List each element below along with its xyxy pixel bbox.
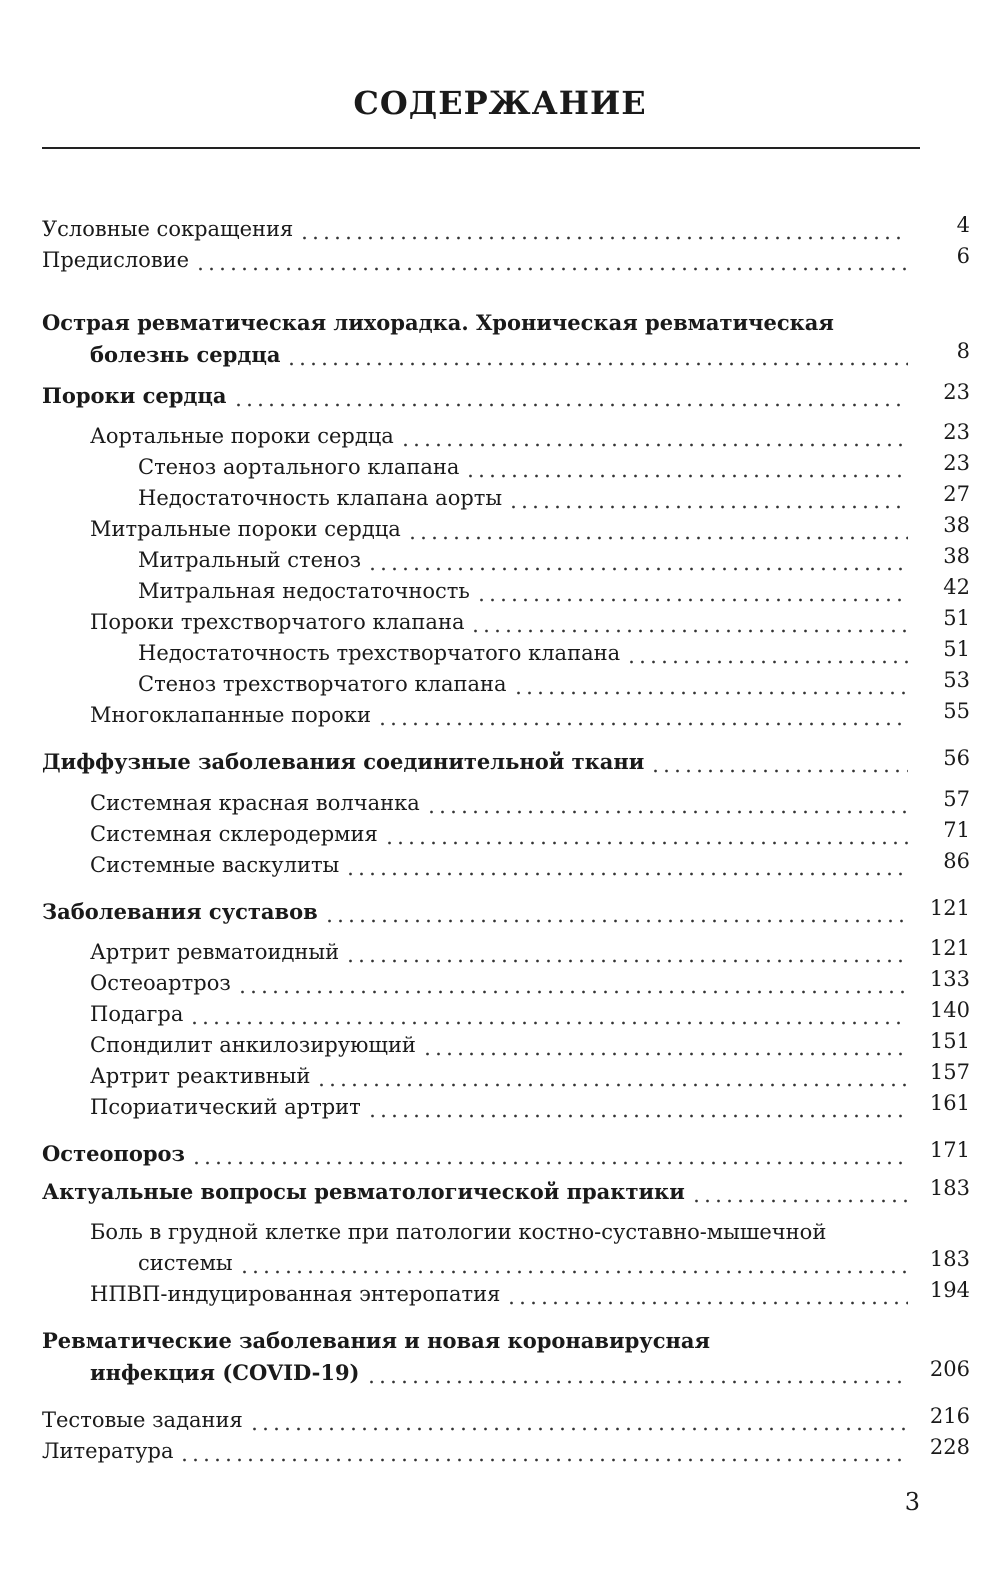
toc-entry	[42, 1029, 970, 1060]
dot-leader	[189, 999, 908, 1029]
dot-leader	[249, 1405, 908, 1435]
toc-entry-title: НПВП-индуцированная энтеропатия	[90, 1282, 501, 1307]
toc-entry-title: Стеноз трехстворчатого клапана	[138, 672, 507, 697]
toc-entry-title: Острая ревматическая лихорадка. Хроническая ревматическая	[42, 310, 834, 335]
toc-entry-title: Тестовые задания	[42, 1408, 243, 1433]
toc-entry-title: Многоклапанные пороки	[90, 703, 371, 728]
toc-entry-title: болезнь сердца	[90, 342, 281, 367]
dot-leader	[237, 968, 908, 998]
dot-leader	[191, 1139, 908, 1169]
toc-entry	[42, 1435, 970, 1466]
dot-leader	[345, 850, 908, 880]
toc-entry	[42, 1217, 920, 1247]
toc-entry	[42, 1091, 970, 1122]
toc-entry	[42, 1404, 970, 1435]
toc-entry	[42, 1175, 970, 1207]
dot-leader	[324, 897, 908, 927]
toc-entry	[42, 895, 970, 927]
toc-entry	[42, 848, 970, 880]
toc-entry-page: 183	[929, 1175, 970, 1200]
dot-leader	[367, 1092, 908, 1122]
toc-entry	[42, 1247, 970, 1278]
toc-entry-page: 6	[956, 244, 970, 268]
toc-entry-title: Подагра	[90, 1002, 184, 1027]
toc-entry-title: Боль в грудной клетке при патологии костно-суставно-мышечной	[90, 1220, 827, 1245]
toc-entry-page: 86	[943, 848, 970, 873]
dot-leader	[233, 381, 908, 411]
toc-entry-title: Заболевания суставов	[42, 898, 318, 924]
toc-entry-title: Системная красная волчанка	[90, 790, 420, 815]
dot-leader	[513, 669, 908, 699]
toc-entry	[42, 482, 970, 513]
toc-entry-page: 56	[943, 746, 970, 771]
dot-leader	[345, 937, 908, 967]
toc-entry-page: 38	[943, 513, 970, 538]
toc-entry-title: Артрит ревматоидный	[90, 940, 340, 965]
dot-leader	[367, 545, 908, 575]
toc-entry-page: 157	[929, 1060, 970, 1085]
dot-leader	[286, 340, 908, 370]
toc-entry	[42, 936, 970, 967]
toc-entry-page: 55	[943, 699, 970, 724]
toc-entry-title: Недостаточность трехстворчатого клапана	[138, 641, 621, 666]
toc-entry-page: 27	[943, 482, 970, 507]
toc-entry-title: Митральный стеноз	[138, 548, 362, 573]
toc-entry-page: 228	[929, 1435, 970, 1460]
toc-entry-title: Стеноз аортального клапана	[138, 455, 460, 480]
dot-leader	[465, 452, 908, 482]
toc-entry-page: 161	[929, 1091, 970, 1116]
toc-entry-page: 23	[943, 420, 970, 445]
toc-entry	[42, 1060, 970, 1091]
dot-leader	[366, 1358, 909, 1388]
toc-entry-title: Недостаточность клапана аорты	[138, 486, 503, 511]
dot-leader	[422, 1030, 908, 1060]
toc-entry	[42, 213, 970, 244]
toc-entry-title: Остеоартроз	[90, 971, 231, 996]
toc-entry	[42, 1326, 920, 1356]
toc-entry	[42, 544, 970, 575]
dot-leader	[650, 747, 908, 777]
toc-entry-title: Аортальные пороки сердца	[90, 424, 394, 449]
page-number: 3	[904, 1488, 920, 1516]
toc-entry	[42, 379, 970, 411]
dot-leader	[377, 700, 908, 730]
toc-entry-title: Диффузные заболевания соединительной ткани	[42, 749, 645, 775]
dot-leader	[179, 1436, 908, 1466]
toc-entry	[42, 244, 970, 275]
toc-entry-page: 121	[929, 895, 970, 920]
dot-leader	[407, 514, 908, 544]
toc-entry	[42, 1138, 970, 1169]
toc-entry-title: Митральная недостаточность	[138, 579, 470, 604]
toc-entry-page: 140	[929, 998, 970, 1023]
toc-entry-page: 171	[929, 1138, 970, 1163]
toc-entry-title: Псориатический артрит	[90, 1095, 361, 1120]
dot-leader	[470, 607, 908, 637]
dot-leader	[691, 1177, 908, 1207]
toc-entry-page: 121	[929, 936, 970, 961]
toc-entry-title: Ревматические заболевания и новая коронавирусная	[42, 1328, 710, 1354]
toc-entry-page: 194	[929, 1278, 970, 1303]
toc-entry	[42, 746, 970, 777]
toc-entry-page: 57	[943, 786, 970, 811]
toc-entry-page: 183	[929, 1247, 970, 1272]
toc-entry-page: 51	[943, 637, 970, 662]
toc-entry-page: 23	[943, 451, 970, 476]
toc-entry-page: 51	[943, 606, 970, 631]
toc-entry	[42, 1278, 970, 1309]
toc-entry	[42, 308, 920, 338]
toc-entry-title: Митральные пороки сердца	[90, 517, 401, 542]
dot-leader	[195, 245, 908, 275]
toc-entry-page: 23	[943, 379, 970, 404]
toc-entry	[42, 606, 970, 637]
toc-entry-page: 38	[943, 544, 970, 569]
dot-leader	[506, 1279, 908, 1309]
toc-entry-title: Системные васкулиты	[90, 852, 340, 877]
toc-entry	[42, 420, 970, 451]
toc-entry	[42, 998, 970, 1029]
toc-entry	[42, 513, 970, 544]
toc-entry-title: Литература	[42, 1439, 174, 1464]
toc-entry-title: Пороки сердца	[42, 382, 227, 408]
toc-entry-page: 42	[943, 575, 970, 600]
toc-entry-page: 8	[956, 339, 970, 363]
toc-entry-title: Актуальные вопросы ревматологической практики	[42, 1178, 685, 1204]
toc-entry	[42, 575, 970, 606]
toc-entry-page: 133	[929, 967, 970, 992]
toc-entry-title: Пороки трехстворчатого клапана	[90, 610, 465, 635]
dot-leader	[400, 421, 908, 451]
dot-leader	[384, 819, 908, 849]
toc-entry-page: 206	[929, 1357, 970, 1382]
toc-entry	[42, 668, 970, 699]
title-rule	[42, 147, 920, 149]
toc-entry	[42, 967, 970, 998]
dot-leader	[476, 576, 908, 606]
dot-leader	[239, 1248, 908, 1278]
toc-entry-page: 216	[929, 1404, 970, 1429]
toc-entry-title: Предисловие	[42, 248, 190, 272]
toc-entry-title: инфекция (COVID-19)	[90, 1360, 360, 1386]
toc-entry-title: системы	[138, 1251, 233, 1276]
toc-entry-title: Артрит реактивный	[90, 1064, 311, 1089]
toc-entry-page: 53	[943, 668, 970, 693]
toc-entry	[42, 699, 970, 730]
dot-leader	[426, 788, 908, 818]
dot-leader	[626, 638, 908, 668]
dot-leader	[316, 1061, 908, 1091]
toc-entry	[42, 786, 970, 818]
toc-entry-page: 71	[943, 817, 970, 842]
dot-leader	[508, 483, 908, 513]
toc-entry	[42, 451, 970, 482]
toc-entry-page: 151	[929, 1029, 970, 1054]
page-title: СОДЕРЖАНИЕ	[353, 84, 647, 122]
toc-entry-title: Условные сокращения	[42, 217, 294, 241]
toc-entry-page: 4	[956, 213, 970, 237]
toc-entry-title: Остеопороз	[42, 1141, 185, 1167]
toc-entry	[42, 339, 970, 370]
toc-entry-title: Системная склеродермия	[90, 821, 378, 846]
toc-entry	[42, 637, 970, 668]
toc-entry	[42, 1357, 970, 1388]
dot-leader	[299, 214, 908, 244]
toc-entry	[42, 817, 970, 849]
toc-entry-title: Спондилит анкилозирующий	[90, 1033, 416, 1058]
